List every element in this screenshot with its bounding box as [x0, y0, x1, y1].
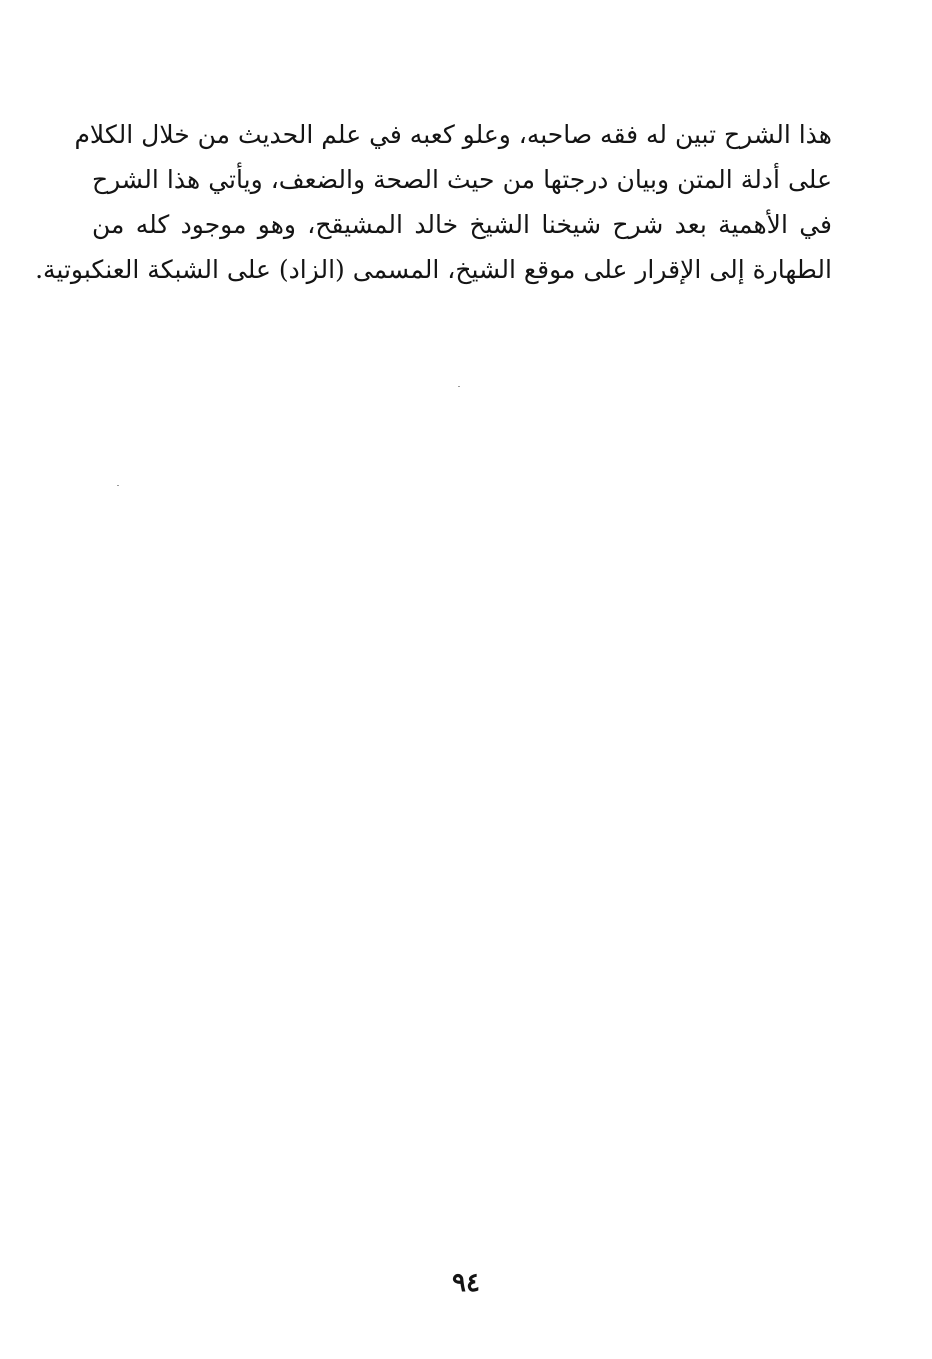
- paragraph-line: على أدلة المتن وبيان درجتها من حيث الصحة والضعف، ويأتي هذا الشرح: [92, 165, 832, 194]
- paragraph-line: هذا الشرح تبين له فقه صاحبه، وعلو كعبه في علم الحديث من خلال الكلام: [74, 120, 832, 149]
- body-paragraph: [35, 112, 832, 292]
- paragraph-line: في الأهمية بعد شرح شيخنا الشيخ خالد المشيقح، وهو موجود كله من: [92, 210, 832, 239]
- scan-speck: [117, 485, 119, 486]
- page-number: ٩٤: [452, 1268, 480, 1298]
- paragraph-line: الطهارة إلى الإقرار على موقع الشيخ، المسمى (الزاد) على الشبكة العنكبوتية.: [35, 255, 832, 284]
- scan-speck: [458, 386, 460, 387]
